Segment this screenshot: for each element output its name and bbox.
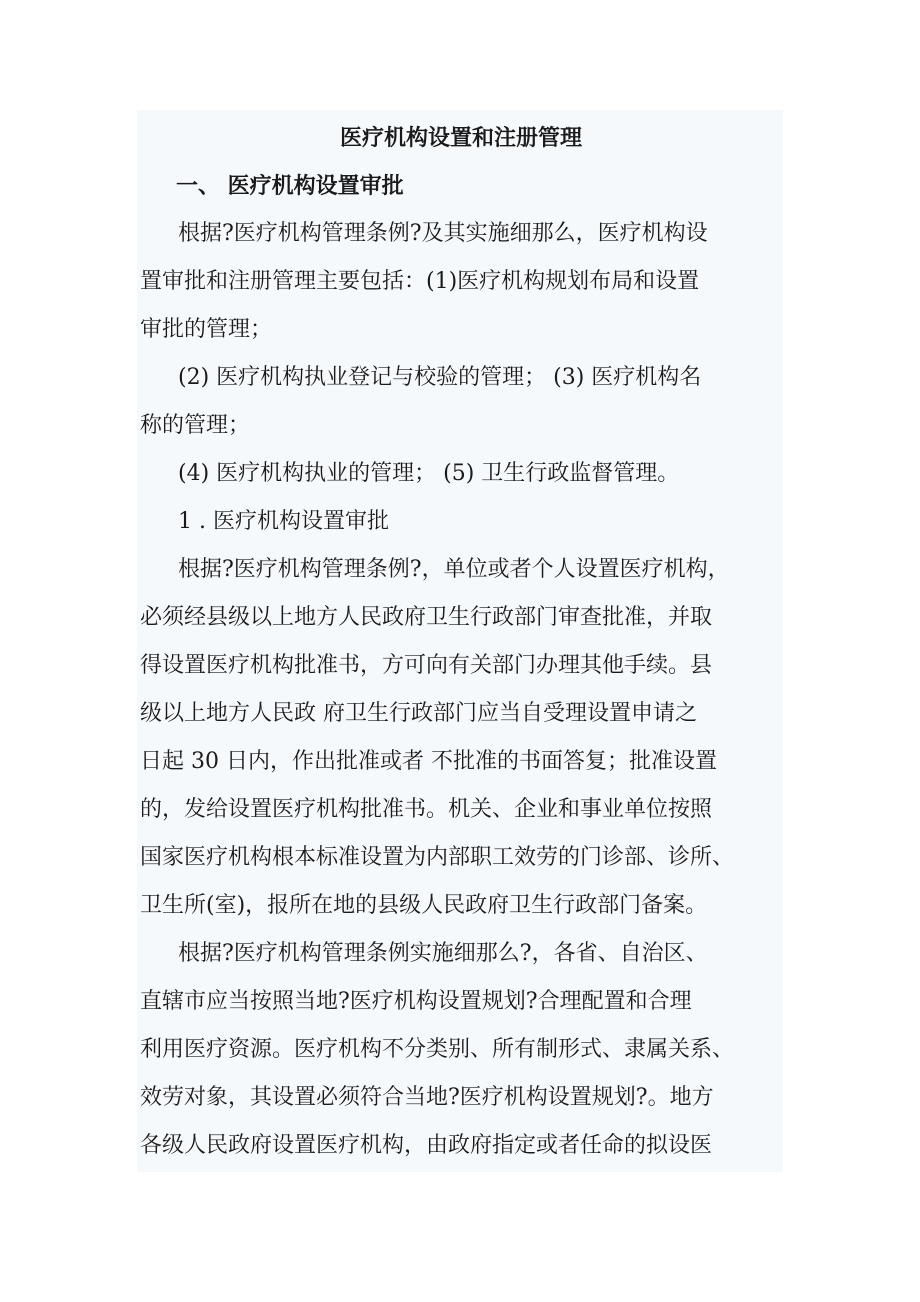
document-body bbox=[140, 114, 782, 1170]
text-line: 根据?医疗机构管理条例?及其实施细那么，医疗机构设 bbox=[178, 221, 708, 246]
text-line: 必须经县级以上地方人民政府卫生行政部门审查批准，并取 bbox=[140, 605, 713, 630]
text-line: 各级人民政府设置医疗机构，由政府指定或者任命的拟设医 bbox=[140, 1133, 713, 1158]
section-heading: 一、 医疗机构设置审批 bbox=[176, 173, 404, 199]
document-title: 医疗机构设置和注册管理 bbox=[339, 125, 582, 151]
text-line: 国家医疗机构根本标准设置为内部职工效劳的门诊部、诊所、 bbox=[140, 845, 735, 870]
text-line: 根据?医疗机构管理条例?，单位或者个人设置医疗机构， bbox=[178, 557, 730, 582]
text-line: 效劳对象，其设置必须符合当地?医疗机构设置规划?。地方 bbox=[140, 1085, 714, 1110]
text-line: 直辖市应当按照当地?医疗机构设置规划?合理配置和合理 bbox=[140, 989, 692, 1014]
text-line: 置审批和注册管理主要包括：(1)医疗机构规划布局和设置 bbox=[140, 269, 700, 294]
text-line: 得设置医疗机构批准书，方可向有关部门办理其他手续。县 bbox=[140, 653, 713, 678]
text-line: (4) 医疗机构执业的管理； (5) 卫生行政监督管理。 bbox=[178, 461, 680, 486]
text-line: 1 . 医疗机构设置审批 bbox=[178, 509, 389, 534]
text-line: 根据?医疗机构管理条例实施细那么?，各省、自治区、 bbox=[178, 941, 708, 966]
text-line: 的，发给设置医疗机构批准书。机关、企业和事业单位按照 bbox=[140, 797, 713, 822]
text-line: (2) 医疗机构执业登记与校验的管理； (3) 医疗机构名 bbox=[178, 365, 702, 390]
text-line: 利用医疗资源。医疗机构不分类别、所有制形式、隶属关系、 bbox=[140, 1037, 735, 1062]
text-line: 日起 30 日内，作出批准或者 不批准的书面答复；批准设置 bbox=[140, 749, 717, 774]
document-text bbox=[140, 210, 782, 1170]
text-line: 称的管理； bbox=[140, 413, 251, 438]
text-line: 审批的管理； bbox=[140, 317, 273, 342]
text-line: 级以上地方人民政 府卫生行政部门应当自受理设置申请之 bbox=[140, 701, 697, 726]
text-line: 卫生所(室)，报所在地的县级人民政府卫生行政部门备案。 bbox=[140, 893, 708, 918]
